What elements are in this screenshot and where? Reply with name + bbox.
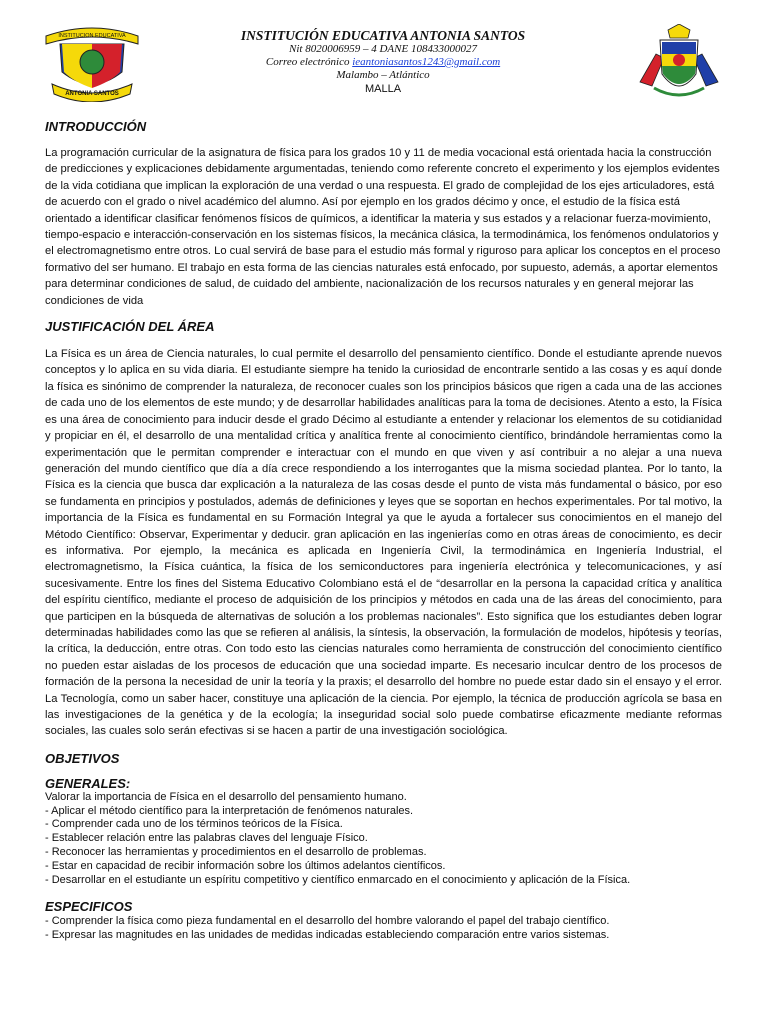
emblem-ribbon-text: ANTONIA SANTOS <box>65 91 119 97</box>
institution-title: INSTITUCIÓN EDUCATIVA ANTONIA SANTOS <box>240 28 526 43</box>
municipal-coat-of-arms-logo <box>634 24 724 104</box>
list-item: - Estar en capacidad de recibir información sobre los últimos adelantos científicos. <box>45 859 446 872</box>
list-item: - Desarrollar en el estudiante un espíritu competitivo y científico enmarcado en el conocimiento y aplicación de la Física. <box>45 873 631 886</box>
justificacion-heading: JUSTIFICACIÓN DEL ÁREA <box>45 319 215 335</box>
emblem-top-text: INSTITUCION EDUCATIVA <box>58 33 126 39</box>
email-label: Correo electrónico <box>265 56 350 68</box>
intro-paragraph: La programación curricular de la asignatura de física para los grados 10 y 11 de media vocacional está orientada hacia la construcción de predicciones y explicaciones debidamente argumentadas, teniendo como referente concreto el experimento y los ejemplos evidentes de la vida cotidiana que implican la exploración de una verdad o una respuesta. El grado de complejidad de los ejes articuladores, está de acuerdo con el grado o nivel académico del alumno. Así por ejemplo en los grados décimo y once, el estudio de la física está orientado a identificar clasificar fenómenos físicos de químicos, a identificar la materia y sus estados y a relacionar fuerza-movimiento, tiempo-espacio e interacción-conservación en los sistemas físicos, la mecánica clásica, la termodinámica, los fenómenos ondulatorios y el electromagnetismo entre otros. Lo cual servirá de base para el estudio más formal y riguroso para aplicar los conceptos en el proceso formativo del ser humano. El trabajo en esta forma de las ciencias naturales está enfocado, por supuesto, además, a aportar elementos para determinar condiciones de salud, de cuidado del ambiente, nacionalización de los recursos naturales y en general mejorar las condiciones de vida <box>45 147 721 307</box>
list-item: Valorar la importancia de Física en el desarrollo del pensamiento humano. <box>45 790 407 803</box>
email-link[interactable]: ieantoniasantos1243@gmail.com <box>352 56 501 68</box>
generales-heading: GENERALES: <box>45 775 131 791</box>
institution-email-line <box>190 56 576 69</box>
justificacion-paragraph: La Física es un área de Ciencia naturales, lo cual permite el desarrollo del pensamiento científico. Donde el estudiante aprende nuevos conceptos y lo aplica en su vida diaria. El estudiante siempre ha tenido la curiosidad de encontrarle sentido a las cosas y es aquí donde la física es sinónimo de comprender la naturaleza, de reconocer cuales son los principios básicos que rigen a cada una de las acciones de cada uno de los elementos de este mundo; y de desarrollar habilidades analíticas para la toma de decisiones. Atento a esto, la Física es una área de conocimiento para inducir desde el grado Décimo al estudiante a entender y relacionar los elementos de su cotidianidad y propiciar en él, el desarrollo de una mentalidad crítica y analítica frente al conocimiento científico, brindándole herramientas como la experimentación que le permitan comprender e interactuar con el mundo en que viven y así contribuir a no alejar a una nueva generación del mundo científico que día a día crece respondiendo a los interrogantes que la misma sociedad plantea. Por lo tanto, la Física es la ciencia que busca dar explicación a la naturaleza de las cosas desde el punto de vista más fundamental o básico, por eso se fundamenta en principios y postulados, además de definiciones y leyes que se soportan en hechos experimentales. Por tal motivo, la importancia de la Física es fundamental en su Formación Integral ya que le ayuda a fortalecer sus conocimientos en el manejo del Método Científico: Observar, Experimentar y deducir. gran aplicación en las ingenierías como en otras áreas de conocimiento, es decir es informativa. Por ejemplo, la mecánica es aplicada en Ingeniería Civil, la termodinámica en Ingeniería Industrial, el electromagnetismo, la Física cuántica, la física de los semiconductores para ingeniería electrónica y telecomunicaciones, y así sucesivamente. Entre los fines del Sistema Educativo Colombiano está el de “desarrollar en la persona la capacidad crítica y analítica del espíritu científico, mediante el proceso de adquisición de los principios y métodos en cada una de las áreas del conocimiento, para que participen en la búsqueda de alternativas de solución a los problemas nacionales”. Esto significa que los estudiantes deben lograr determinadas habilidades como las que se refieren al análisis, la síntesis, la observación, la formulación de modelos, hipótesis y teorías, la crítica, la deducción, entre otras. Con todo esto las ciencias naturales como herramienta de construcción del conocimiento científico no pueden estar aisladas de los procesos de educación que una sociedad imparte. Es necesario inculcar dentro de los procesos de formación de la persona la necesidad de unir la teoría y la praxis; el desarrollo del hombre no puede estar dado sin el ensayo y el error. La Tecnología, como un saber hacer, constituye una aplicación de la ciencia. Por ejemplo, la técnica de producción agrícola se basa en las investigaciones de la genética y de la ecología; la inseguridad social solo puede combatirse eficazmente mediante reformas sociales, las cuales solo serán efectivas si se hacen a partir de una investigación sociológica. <box>45 348 722 738</box>
list-item: - Reconocer las herramientas y procedimientos en el desarrollo de problemas. <box>45 846 427 858</box>
objetivos-heading: OBJETIVOS <box>45 750 120 766</box>
document-body <box>45 118 722 943</box>
list-item: - Comprender la física como pieza fundamental en el desarrollo del hombre valorando el papel del trabajo científico. <box>45 915 610 928</box>
document-subtitle: MALLA <box>364 83 402 95</box>
list-item: - Comprender cada uno de los términos teóricos de la Física. <box>45 818 343 831</box>
especificos-list <box>45 915 722 943</box>
list-item: - Establecer relación entre las palabras claves del lenguaje Físico. <box>45 832 368 845</box>
generales-list <box>45 791 722 888</box>
especificos-heading: ESPECIFICOS <box>45 899 133 915</box>
list-item: - Expresar las magnitudes en las unidades de medidas indicadas estableciendo comparación entre varios sistemas. <box>45 929 610 942</box>
header-text-block <box>190 28 576 97</box>
institution-nit: Nit 8020006959 – 4 DANE 108433000027 <box>289 43 477 55</box>
document-header <box>0 0 768 110</box>
institution-location: Malambo – Atlántico <box>336 69 430 81</box>
list-item: - Aplicar el método científico para la interpretación de fenómenos naturales. <box>45 804 414 817</box>
school-emblem-logo <box>38 22 146 102</box>
intro-heading: INTRODUCCIÓN <box>45 119 147 134</box>
